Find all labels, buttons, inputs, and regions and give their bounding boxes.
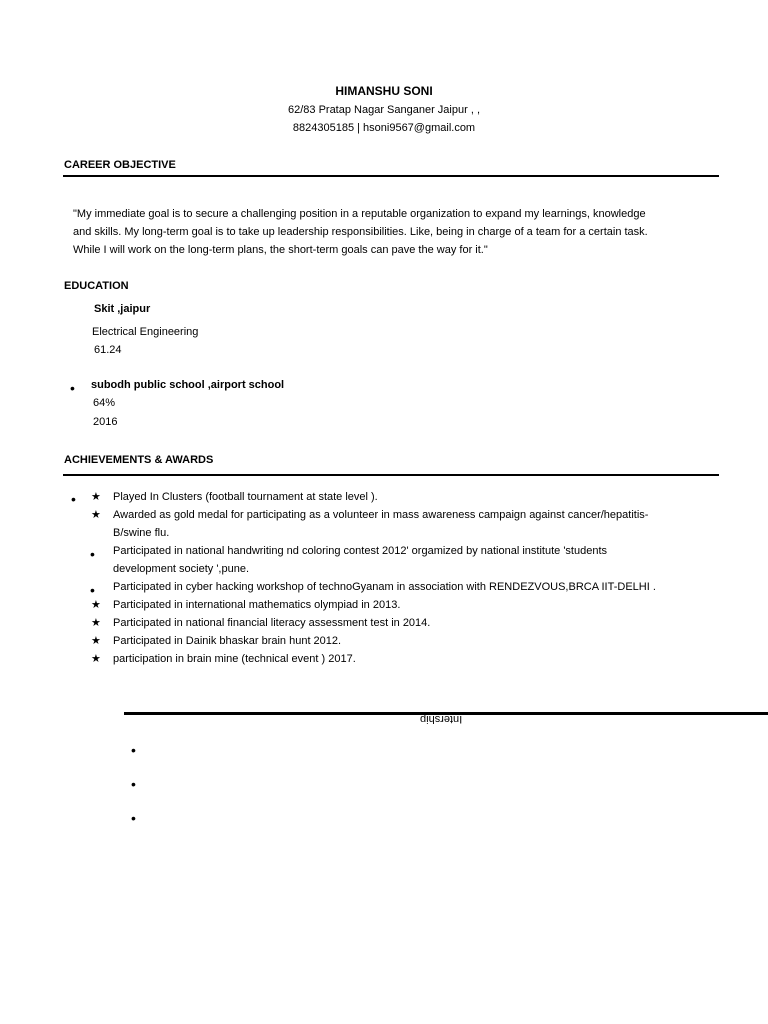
star-icon: ★ [91, 509, 101, 521]
internship-heading [420, 713, 462, 725]
bullet-icon: • [90, 546, 95, 562]
bullet-icon: • [90, 582, 95, 598]
career-line: "My immediate goal is to secure a challenging position in a reputable organization to expand my learnings, knowledge [73, 208, 646, 220]
candidate-name: HIMANSHU SONI [335, 84, 433, 98]
achievement-item: Participated in national handwriting nd coloring contest 2012' orgamized by national institute 'students [113, 545, 608, 557]
school-score: 64% [93, 397, 116, 409]
college-name: Skit ,jaipur [94, 303, 151, 315]
star-icon: ★ [91, 599, 101, 611]
career-objective-text [73, 205, 713, 259]
achievement-item: Played In Clusters (football tournament at state level ). [113, 491, 378, 503]
star-icon: ★ [91, 653, 101, 665]
internship-heading-text: Intership [420, 713, 463, 725]
address: 62/83 Pratap Nagar Sanganer Jaipur , , [287, 104, 480, 116]
section-divider [63, 175, 719, 177]
career-objective-heading: CAREER OBJECTIVE [64, 159, 176, 171]
bullet-icon: • [71, 491, 76, 507]
bullet-icon: • [131, 742, 136, 758]
star-icon: ★ [91, 491, 101, 503]
achievement-item: Participated in cyber hacking workshop of technoGyanam in association with RENDEZVOUS,BRCA IIT-DELHI . [113, 581, 656, 593]
education-heading: EDUCATION [64, 280, 129, 292]
achievement-item: participation in brain mine (technical event ) 2017. [113, 653, 356, 665]
star-icon: ★ [91, 635, 101, 647]
career-line: and skills. My long-term goal is to take up leadership responsibilities. Like, being in charge of a team for a certain task. [73, 226, 648, 238]
career-line: While I will work on the long-term plans, the short-term goals can pave the way for it." [73, 244, 488, 256]
achievements-heading: ACHIEVEMENTS & AWARDS [64, 454, 214, 466]
achievement-item-cont: B/swine flu. [113, 527, 170, 539]
achievement-item: Awarded as gold medal for participating as a volunteer in mass awareness campaign against cancer/hepatitis- [113, 509, 649, 521]
achievement-item: Participated in national financial literacy assessment test in 2014. [113, 617, 431, 629]
section-divider [63, 474, 719, 476]
star-icon: ★ [91, 617, 101, 629]
school-name: subodh public school ,airport school [91, 379, 285, 391]
school-year: 2016 [93, 416, 118, 428]
achievement-item: Participated in Dainik bhaskar brain hunt 2012. [113, 635, 342, 647]
bullet-icon: • [131, 810, 136, 826]
college-score: 61.24 [94, 344, 122, 356]
college-branch: Electrical Engineering [92, 326, 199, 338]
contact-info: 8824305185 | hsoni9567@gmail.com [292, 122, 476, 134]
bullet-icon: • [131, 776, 136, 792]
bullet-icon: • [70, 380, 75, 396]
achievement-item: Participated in international mathematics olympiad in 2013. [113, 599, 401, 611]
achievement-item-cont: development society ',pune. [113, 563, 250, 575]
